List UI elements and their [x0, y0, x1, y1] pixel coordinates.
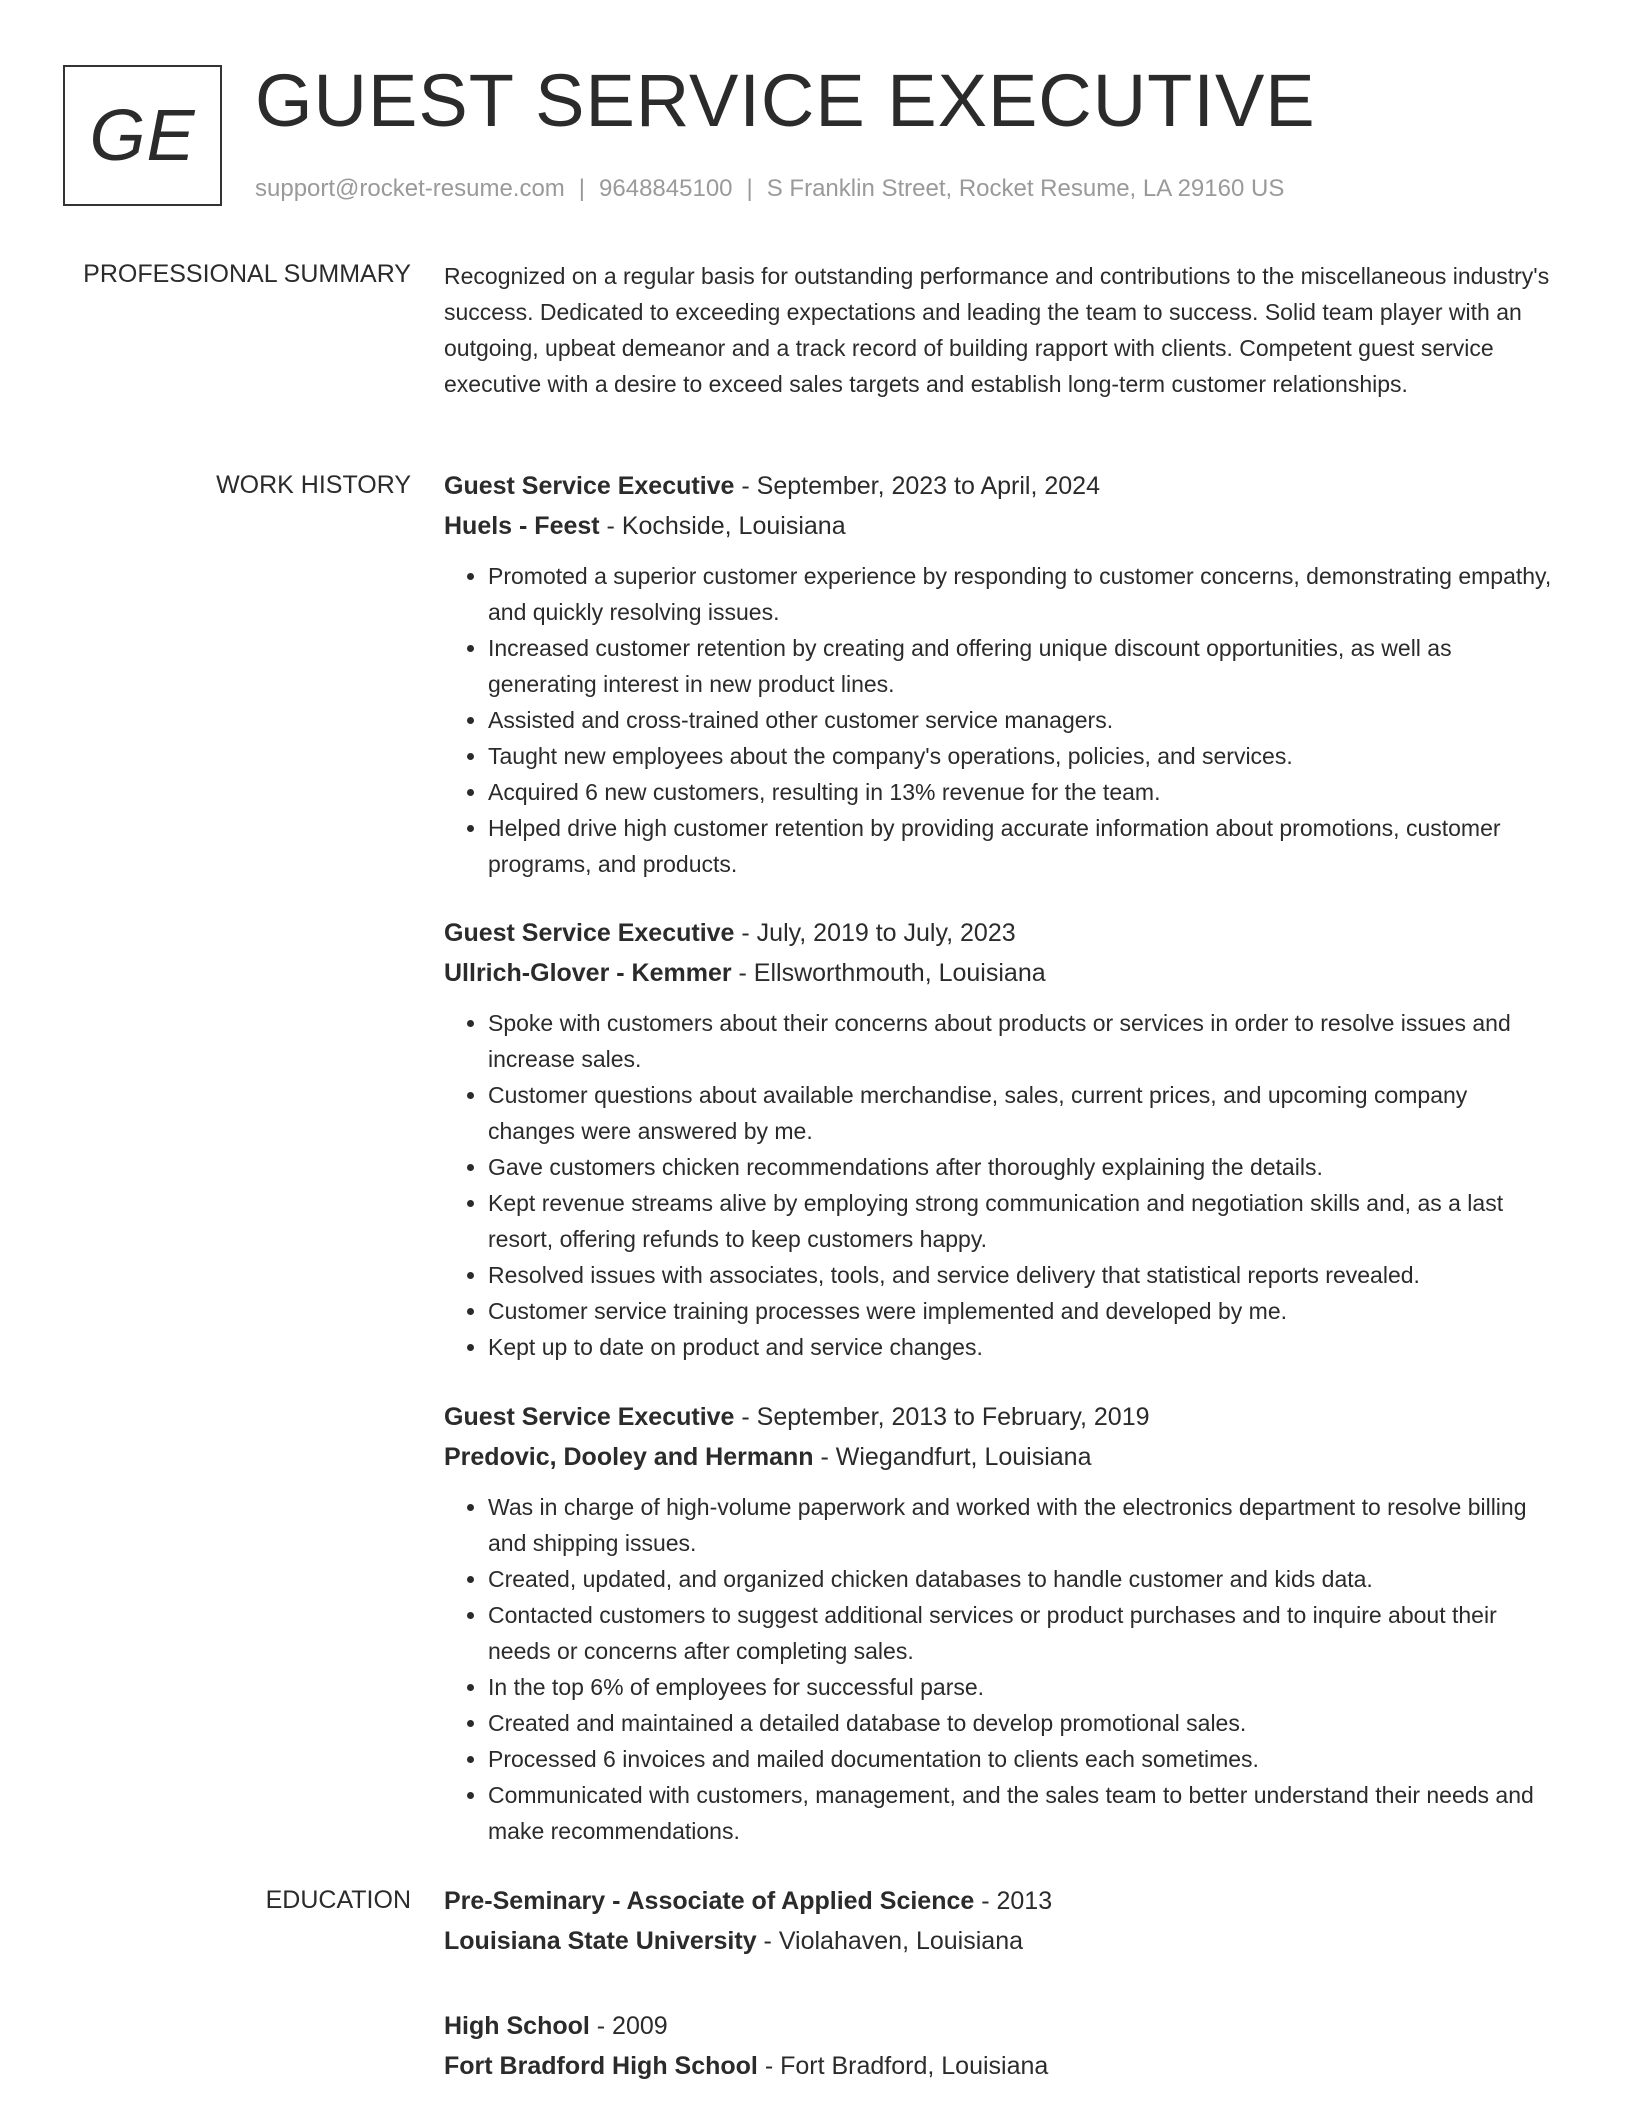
job-bullet: • Kept revenue streams alive by employing strong communication and negotiation skills and, as a last resort, offering refunds to keep customers happy. — [488, 1185, 1556, 1257]
contact-separator: | — [578, 175, 586, 202]
job-bullet: • Kept up to date on product and service changes. — [488, 1329, 1556, 1365]
education-year: - 2009 — [589, 2012, 668, 2040]
job-bullet: • Customer service training processes were implemented and developed by me. — [488, 1293, 1556, 1329]
job-bullet: • Gave customers chicken recommendations after thoroughly explaining the details. — [488, 1149, 1556, 1185]
job-bullet: • Contacted customers to suggest additional services or product purchases and to inquire about their needs or concerns after completing sales. — [488, 1597, 1556, 1669]
job-title: Guest Service Executive — [444, 919, 735, 947]
job-bullet: • Increased customer retention by creating and offering unique discount opportunities, as well as generating interest in new product lines. — [488, 630, 1556, 702]
job-location: - Kochside, Louisiana — [599, 512, 846, 540]
job-title-line — [444, 466, 1556, 506]
section-label-summary: PROFESSIONAL SUMMARY — [83, 260, 411, 288]
education-entry — [444, 1881, 1556, 1961]
section-label-work-history: WORK HISTORY — [216, 471, 411, 499]
education-degree: Pre-Seminary - Associate of Applied Science — [444, 1887, 975, 1915]
job-bullet: • Helped drive high customer retention by providing accurate information about promotions, customer programs, and products. — [488, 810, 1556, 882]
education-entry — [444, 2006, 1556, 2086]
job-bullet: • Spoke with customers about their concerns about products or services in order to resolve issues and increase sales. — [488, 1005, 1556, 1077]
job-bullet: • Communicated with customers, management, and the sales team to better understand their needs and make recommendations. — [488, 1777, 1556, 1849]
education-year: - 2013 — [974, 1887, 1053, 1915]
job-location: - Ellsworthmouth, Louisiana — [731, 959, 1046, 987]
job-bullets — [444, 1005, 1556, 1365]
job-bullet: • In the top 6% of employees for successful parse. — [488, 1669, 1556, 1705]
job-bullet: • Created and maintained a detailed database to develop promotional sales. — [488, 1705, 1556, 1741]
job-bullet: • Promoted a superior customer experience by responding to customer concerns, demonstrating empathy, and quickly resolving issues. — [488, 558, 1556, 630]
education-school-line — [444, 1921, 1556, 1961]
monogram-initials: GE — [89, 95, 196, 176]
job-company-line — [444, 1437, 1556, 1477]
job-company: Ullrich-Glover - Kemmer — [444, 959, 732, 987]
job-bullet: • Processed 6 invoices and mailed documentation to clients each sometimes. — [488, 1741, 1556, 1777]
job-bullet: • Taught new employees about the company's operations, policies, and services. — [488, 738, 1556, 774]
job-location: - Wiegandfurt, Louisiana — [813, 1443, 1092, 1471]
job-company-line — [444, 506, 1556, 546]
job-bullet: • Created, updated, and organized chicken databases to handle customer and kids data. — [488, 1561, 1556, 1597]
education-school: Fort Bradford High School — [444, 2052, 758, 2080]
education-school: Louisiana State University — [444, 1927, 757, 1955]
job-dates: - September, 2023 to April, 2024 — [734, 472, 1100, 500]
job-title: Guest Service Executive — [444, 1403, 735, 1431]
job-bullet: • Customer questions about available merchandise, sales, current prices, and upcoming company changes were answered by me. — [488, 1077, 1556, 1149]
job-title: Guest Service Executive — [444, 472, 735, 500]
education-degree-line — [444, 2006, 1556, 2046]
job-title-line — [444, 1397, 1556, 1437]
summary-section — [444, 258, 1556, 402]
job-company-line — [444, 953, 1556, 993]
job-bullet: • Acquired 6 new customers, resulting in 13% revenue for the team. — [488, 774, 1556, 810]
education-school-line — [444, 2046, 1556, 2086]
job-company: Predovic, Dooley and Hermann — [444, 1443, 814, 1471]
candidate-title: GUEST SERVICE EXECUTIVE — [255, 59, 1316, 142]
monogram-box — [63, 65, 222, 206]
job-company: Huels - Feest — [444, 512, 600, 540]
education-location: - Violahaven, Louisiana — [756, 1927, 1024, 1955]
education-degree: High School — [444, 2012, 590, 2040]
job-bullet: • Resolved issues with associates, tools, and service delivery that statistical reports revealed. — [488, 1257, 1556, 1293]
education-degree-line — [444, 1881, 1556, 1921]
contact-email: support@rocket-resume.com — [255, 175, 565, 202]
contact-line — [255, 174, 1284, 204]
education-location: - Fort Bradford, Louisiana — [757, 2052, 1049, 2080]
section-label-education: EDUCATION — [265, 1886, 411, 1914]
contact-address: S Franklin Street, Rocket Resume, LA 29160 US — [766, 175, 1285, 202]
summary-text: Recognized on a regular basis for outstanding performance and contributions to the miscellaneous industry's success. Dedicated to exceeding expectations and leading the team to success. Solid team player with an outgoing, upbeat demeanor and a track record of building rapport with clients. Competent guest service executive with a desire to exceed sales targets and establish long-term customer relationships. — [444, 263, 1550, 397]
contact-separator: | — [746, 175, 753, 202]
job-bullet: • Was in charge of high-volume paperwork and worked with the electronics department to resolve billing and shipping issues. — [488, 1489, 1556, 1561]
job-entry — [444, 913, 1556, 1365]
job-bullets — [444, 1489, 1556, 1849]
job-entry — [444, 1397, 1556, 1849]
job-bullet: • Assisted and cross-trained other customer service managers. — [488, 702, 1556, 738]
job-title-line — [444, 913, 1556, 953]
job-bullets — [444, 558, 1556, 882]
job-dates: - July, 2019 to July, 2023 — [734, 919, 1016, 947]
job-dates: - September, 2013 to February, 2019 — [734, 1403, 1150, 1431]
contact-phone: 9648845100 — [599, 175, 733, 202]
job-entry — [444, 466, 1556, 882]
